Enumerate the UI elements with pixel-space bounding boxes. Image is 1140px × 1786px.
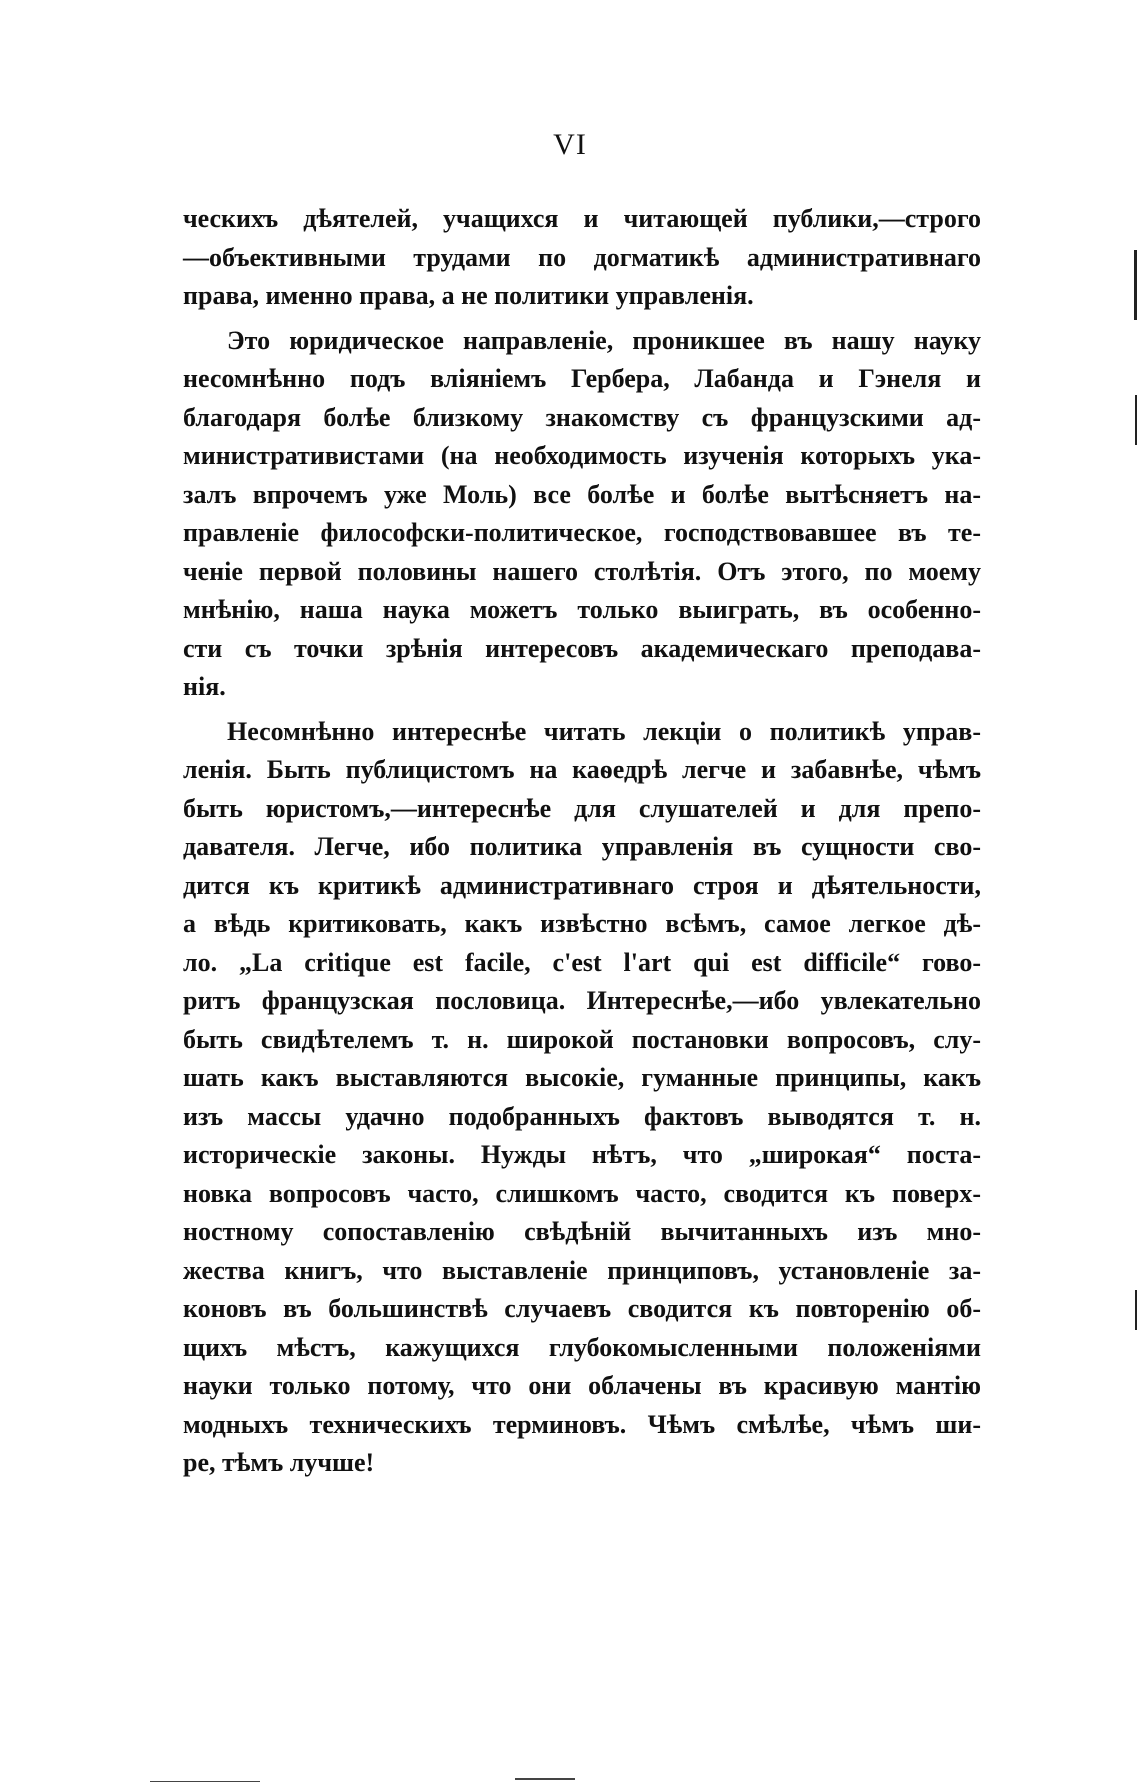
text-line: нія.	[183, 672, 226, 701]
text-line: науки только потому, что они облачены въ красивую мантію	[183, 1371, 981, 1400]
text-line: коновъ въ большинствѣ случаевъ сводится къ повторенію об-	[183, 1294, 981, 1323]
scan-edge-mark	[1135, 395, 1137, 445]
scan-edge-mark	[1135, 1290, 1137, 1330]
text-line: изъ массы удачно подобранныхъ фактовъ выводятся т. н.	[183, 1101, 981, 1131]
text-line: ностному сопоставленію свѣдѣній вычитанныхъ изъ мно-	[183, 1217, 981, 1246]
bottom-rule	[515, 1778, 575, 1780]
text-line: щихъ мѣстъ, кажущихся глубокомысленными положеніями	[183, 1332, 981, 1362]
text-line: ло. „La critique est facile, c'est l'art qui est difficile“ гово-	[183, 947, 981, 977]
text-line: дится къ критикѣ административнаго строя и дѣятельности,	[183, 870, 981, 900]
page-number: VI	[553, 128, 587, 161]
text-line: несомнѣнно подъ вліяніемъ Гербера, Лабанда и Гэнеля и	[183, 364, 981, 393]
text-line: благодаря болѣе близкому знакомству съ французскими ад-	[183, 402, 981, 432]
text-line: Это юридическое направленіе, проникшее въ нашу науку	[227, 325, 981, 355]
text-line: давателя. Легче, ибо политика управленія въ сущности сво-	[183, 832, 981, 861]
text-line: права, именно права, а не политики управленія.	[183, 281, 754, 310]
text-line: модныхъ техническихъ терминовъ. Чѣмъ смѣлѣе, чѣмъ ши-	[183, 1409, 981, 1439]
text-line: залъ впрочемъ уже Моль) все болѣе и болѣе вытѣсняетъ на-	[183, 479, 981, 509]
text-line: ленія. Быть публицистомъ на каѳедрѣ легче и забавнѣе, чѣмъ	[183, 755, 981, 784]
body-text	[183, 200, 981, 1483]
text-line: министративистами (на необходимость изученія которыхъ ука-	[183, 441, 981, 470]
text-line: мнѣнію, наша наука можетъ только выиграть, въ особенно-	[183, 595, 981, 624]
scan-edge-mark	[1134, 250, 1137, 320]
text-line: сти съ точки зрѣнія интересовъ академическаго преподава-	[183, 633, 981, 663]
text-line: правленіе философски-политическое, господствовавшее въ те-	[183, 518, 981, 547]
bottom-rule	[150, 1781, 260, 1782]
text-line: быть юристомъ,—интереснѣе для слушателей и для препо-	[183, 793, 981, 823]
text-line: историческіе законы. Нужды нѣтъ, что „широкая“ поста-	[183, 1140, 981, 1169]
text-line: жества книгъ, что выставленіе принциповъ, установленіе за-	[183, 1255, 981, 1285]
text-line: ре, тѣмъ лучше!	[183, 1448, 375, 1477]
text-line: а вѣдь критиковать, какъ извѣстно всѣмъ, самое легкое дѣ-	[183, 909, 981, 938]
text-line: —объективными трудами по догматикѣ административнаго	[183, 242, 981, 272]
text-line: шать какъ выставляются высокіе, гуманные принципы, какъ	[183, 1063, 981, 1092]
text-line: новка вопросовъ часто, слишкомъ часто, сводится къ поверх-	[183, 1178, 981, 1208]
text-line: ченіе первой половины нашего столѣтія. Отъ этого, по моему	[183, 556, 981, 586]
text-line: ческихъ дѣятелей, учащихся и читающей публики,—строго	[183, 204, 981, 233]
text-line: быть свидѣтелемъ т. н. широкой постановки вопросовъ, слу-	[183, 1024, 981, 1054]
text-line: Несомнѣнно интереснѣе читать лекціи о политикѣ управ-	[227, 716, 981, 746]
text-line: ритъ французская пословица. Интереснѣе,—ибо увлекательно	[183, 986, 981, 1015]
